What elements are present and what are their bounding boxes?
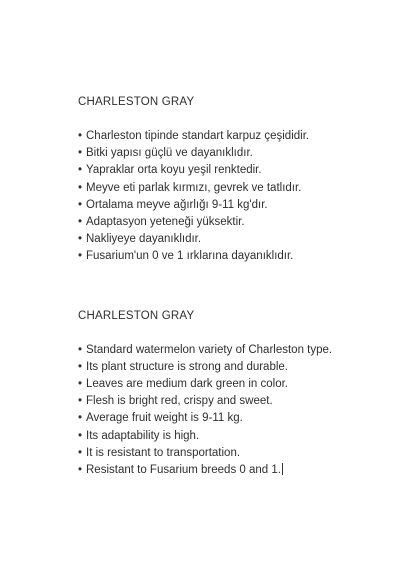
list-item (78, 197, 388, 214)
bullet-icon: • (78, 198, 83, 211)
list-item (78, 428, 388, 445)
bullet-icon: • (78, 233, 83, 246)
list-item-text: It is resistant to transportation. (86, 446, 241, 459)
bullet-icon: • (78, 130, 83, 142)
bullet-icon: • (78, 250, 83, 263)
bullet-icon: • (78, 164, 83, 177)
bullet-icon: • (78, 147, 83, 160)
list-item-text: Nakliyeye dayanıklıdır. (86, 233, 202, 246)
bullet-icon: • (78, 446, 83, 459)
list-item (78, 342, 388, 359)
bullet-icon: • (78, 429, 83, 442)
list-item-text: Its plant structure is strong and durable. (86, 360, 288, 373)
list-item-text: Charleston tipinde standart karpuz çeşididir. (86, 130, 310, 142)
bullet-icon: • (78, 378, 83, 391)
list-item (78, 145, 388, 162)
list-item-text: Leaves are medium dark green in color. (86, 378, 288, 391)
section-english (78, 308, 388, 480)
list-item (78, 359, 388, 376)
list-item (78, 214, 388, 231)
list-item-text: Meyve eti parlak kırmızı, gevrek ve tatlıdır. (86, 181, 302, 194)
list-item-text: Adaptasyon yeteneği yüksektir. (86, 216, 245, 229)
list-item (78, 162, 388, 179)
list-item (78, 462, 388, 479)
feature-list (78, 342, 388, 480)
list-item-text: Yapraklar orta koyu yeşil renktedir. (86, 164, 262, 177)
list-item-text: Resistant to Fusarium breeds 0 and 1. (86, 464, 281, 477)
list-item (78, 376, 388, 393)
text-cursor (282, 463, 283, 475)
list-item-text: Ortalama meyve ağırlığı 9-11 kg'dır. (86, 198, 268, 211)
bullet-icon: • (78, 216, 83, 229)
list-item-text: Average fruit weight is 9-11 kg. (86, 412, 243, 425)
document-body (78, 94, 388, 479)
list-item (78, 445, 388, 462)
bullet-icon: • (78, 412, 83, 425)
section-title: CHARLESTON GRAY (78, 309, 195, 322)
list-item-text: Flesh is bright red, crispy and sweet. (86, 395, 273, 408)
list-item-text: Fusarium'un 0 ve 1 ırklarına dayanıklıdır. (86, 250, 294, 263)
section-title: CHARLESTON GRAY (78, 96, 195, 108)
section-turkish (78, 94, 388, 266)
list-item (78, 248, 388, 265)
list-item (78, 410, 388, 427)
list-item-text: Bitki yapısı güçlü ve dayanıklıdır. (86, 147, 253, 160)
list-item (78, 231, 388, 248)
list-item-text: Its adaptability is high. (86, 429, 200, 442)
list-item-text: Standard watermelon variety of Charleston type. (86, 343, 333, 356)
bullet-icon: • (78, 360, 83, 373)
list-item (78, 393, 388, 410)
bullet-icon: • (78, 343, 83, 356)
list-item (78, 128, 388, 145)
feature-list (78, 128, 388, 266)
bullet-icon: • (78, 464, 83, 477)
bullet-icon: • (78, 395, 83, 408)
bullet-icon: • (78, 181, 83, 194)
list-item (78, 180, 388, 197)
